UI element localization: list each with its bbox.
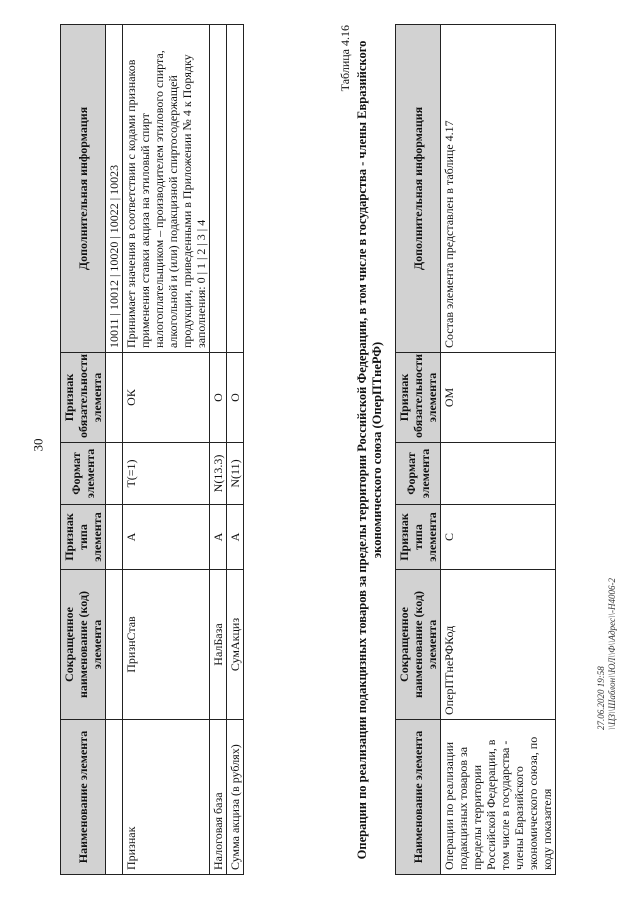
cell-name: Сумма акциза (в рублях) [227, 720, 244, 875]
col-header-info: Дополнительная информация [61, 25, 106, 353]
col-header-name: Наименование элемента [61, 720, 106, 875]
cell-info: Состав элемента представлен в таблице 4.17 [441, 25, 556, 353]
page-number: 30 [30, 438, 46, 452]
cell-required: ОК [123, 353, 210, 443]
col-header-type: Признак типа элемента [396, 505, 441, 570]
cell-format [441, 443, 556, 505]
cell-type: А [227, 505, 244, 570]
col-header-format: Формат элемента [396, 443, 441, 505]
table-elements-continued [60, 24, 244, 875]
footer-path: \\ЦЗ\\Шаблон\\ЮЛ\\Ф\\Адрес\\-Н4006-2 [607, 578, 617, 730]
table-header-row [396, 25, 441, 875]
cell-format: Т(=1) [123, 443, 210, 505]
table-title: Операции по реализации подакцизных товаров за пределы территории Российской Федерации, в том числе в государства - члены Евразийского экономического союза (ОперПТнеРФ) [355, 40, 384, 860]
table-row [210, 25, 227, 875]
cell-required: О [210, 353, 227, 443]
cell-info [227, 25, 244, 353]
cell-code: СумАкциз [227, 570, 244, 720]
col-header-type: Признак типа элемента [61, 505, 106, 570]
cell-name: Налоговая база [210, 720, 227, 875]
cell-required: ОМ [441, 353, 556, 443]
footer-stamp [596, 578, 618, 730]
cell-code: НалБаза [210, 570, 227, 720]
cell-format: N(11) [227, 443, 244, 505]
cell-info-codes: 10011 | 10012 | 10020 | 10022 | 10023 [106, 25, 123, 353]
col-header-required: Признак обязательности элемента [61, 353, 106, 443]
cell-code: ОперПТнеРФКод [441, 570, 556, 720]
table-row-continuation [106, 25, 123, 875]
cell-type: С [441, 505, 556, 570]
col-header-format: Формат элемента [61, 443, 106, 505]
table-header-row [61, 25, 106, 875]
cell-name: Признак [123, 720, 210, 875]
table-row [123, 25, 210, 875]
cell-code: ПризнСтав [123, 570, 210, 720]
cell-format: N(13.3) [210, 443, 227, 505]
cell-name: Операции по реализации подакцизных товаров за пределы территории Российской Федерации, в том числе в государства - члены Евразийского экономического союза, по коду показателя [441, 720, 556, 875]
cell-type: А [210, 505, 227, 570]
col-header-info: Дополнительная информация [396, 25, 441, 353]
table-row [441, 25, 556, 875]
col-header-required: Признак обязательности элемента [396, 353, 441, 443]
col-header-code: Сокращенное наименование (код) элемента [61, 570, 106, 720]
table-row [227, 25, 244, 875]
cell-type: А [123, 505, 210, 570]
cell-info [210, 25, 227, 353]
col-header-name: Наименование элемента [396, 720, 441, 875]
cell-required: О [227, 353, 244, 443]
col-header-code: Сокращенное наименование (код) элемента [396, 570, 441, 720]
rotated-page-content [60, 25, 580, 875]
table-operations-outside-rf [395, 24, 556, 875]
footer-date: 27.06.2020 19:58 [596, 666, 606, 730]
table-caption: Таблица 4.16 [338, 25, 352, 92]
cell-info: Принимает значения в соответствии с кодами признаков применения ставки акциза на этиловый спирт налогоплательщиком – производителем этилового спирта, алкогольной и (или) подакцизной спиртосодержащей продукции, приведенными в Приложении № 4 к Порядку заполнения: 0 | 1 | 2 | 3 | 4 [123, 25, 210, 353]
